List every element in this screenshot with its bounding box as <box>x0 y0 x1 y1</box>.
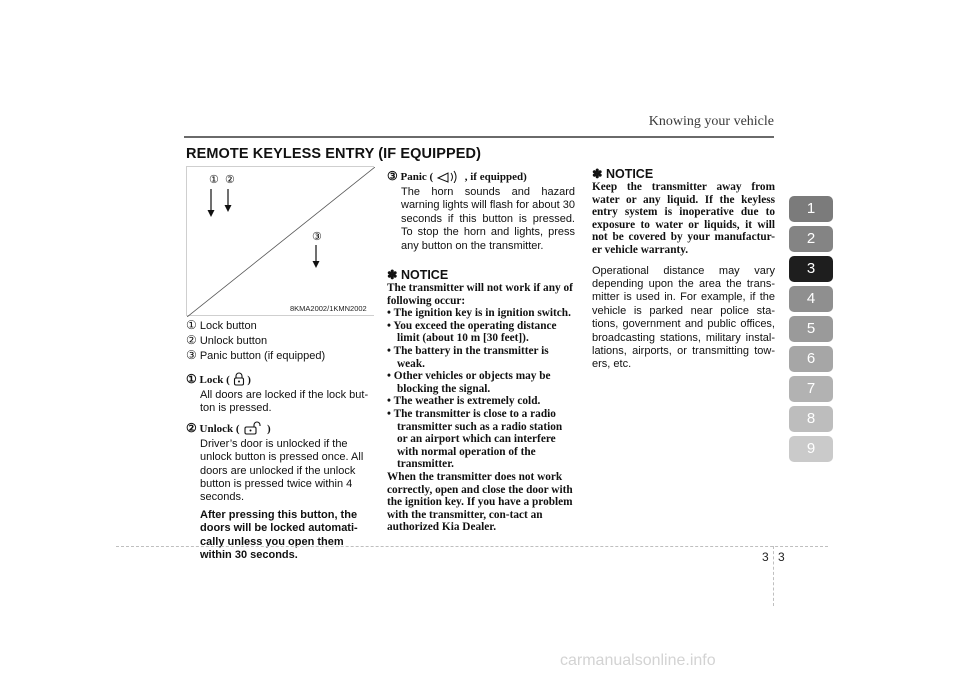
unlock-icon <box>242 421 264 438</box>
chapter-tab-9[interactable]: 9 <box>789 436 833 462</box>
chapter-number: 3 <box>762 550 769 564</box>
chapter-tab-6[interactable]: 6 <box>789 346 833 372</box>
chapter-tab-7[interactable]: 7 <box>789 376 833 402</box>
list-item: • The battery in the transmitter is weak. <box>387 345 549 370</box>
horn-icon <box>436 169 462 186</box>
chapter-tab-8[interactable]: 8 <box>789 406 833 432</box>
lock-description: All doors are locked if the lock but-ton is pressed. <box>200 389 369 415</box>
notice-body-text: Operational distance may vary depending upon the area the trans-mitter is used in. For example, if the vehicle is parked near police sta-tions, government and public offices, broadcasting stations, military instal-lations, airports, or transmitting tow-ers, etc. <box>592 264 775 371</box>
chapter-tab-3[interactable]: 3 <box>789 256 833 282</box>
panic-heading: ③ Panic ( , if equipped) <box>387 169 575 186</box>
unlock-warning: After pressing this button, the doors will be locked automati-cally unless you open them within 30 seconds. <box>200 508 358 562</box>
callout-arrow-1 <box>208 189 215 217</box>
panic-description: The horn sounds and hazard warning lights will flash for about 30 seconds if this button is pressed. To stop the horn and lights, press any button on the transmitter. <box>401 186 575 252</box>
callout-3: ③ <box>312 231 322 243</box>
list-item: • The ignition key is in ignition switch. <box>387 307 571 320</box>
callout-arrow-2 <box>225 189 232 212</box>
chapter-tabs <box>789 196 833 466</box>
list-item: • The weather is extremely cold. <box>387 395 541 408</box>
list-item: • The transmitter is close to a radio transmitter such as a radio station or an airport which can interfere with normal operation of the transmitter. <box>387 407 563 471</box>
chapter-tab-4[interactable]: 4 <box>789 286 833 312</box>
lock-heading: ① Lock ( ) <box>186 372 374 389</box>
page-number: 3 <box>778 550 785 564</box>
unlock-heading: ② Unlock ( ) <box>186 421 374 438</box>
footer-divider <box>773 546 774 606</box>
callout-2: ② <box>225 174 235 186</box>
footer-rule <box>116 546 828 547</box>
notice-intro: The transmitter will not work if any of following occur: <box>387 282 573 307</box>
transmitter-figure <box>186 166 374 316</box>
notice-bullets <box>387 307 575 471</box>
notice-bold-text: Keep the transmitter away from water or any liquid. If the keyless entry system is inoperative due to exposure to water or liquids, it will not be covered by your manufactur-er vehicle warranty. <box>592 181 775 256</box>
callout-1: ① <box>209 174 219 186</box>
list-item: • You exceed the operating distance limit (about 10 m [30 feet]). <box>387 319 557 345</box>
list-item: • Other vehicles or objects may be blocking the signal. <box>387 370 551 395</box>
chapter-tab-2[interactable]: 2 <box>789 226 833 252</box>
section-title: REMOTE KEYLESS ENTRY (IF EQUIPPED) <box>186 146 482 162</box>
figure-illustration <box>187 167 375 317</box>
chapter-tab-1[interactable]: 1 <box>789 196 833 222</box>
header-title: Knowing your vehicle <box>648 114 774 129</box>
list-item: ② Unlock button <box>186 333 268 347</box>
callout-arrow-3 <box>313 245 320 268</box>
button-list <box>186 318 325 363</box>
unlock-description: Driver’s door is unlocked if the unlock button is pressed once. All doors are unlocked if the unlock button is pressed twice within 4 seconds. <box>200 437 364 504</box>
chapter-tab-5[interactable]: 5 <box>789 316 833 342</box>
figure-diagonal <box>187 167 375 317</box>
header-rule <box>184 136 774 138</box>
list-item: ① Lock button <box>186 318 257 332</box>
figure-caption: 8KMA2002/1KMN2002 <box>290 304 367 313</box>
column-1 <box>186 372 374 562</box>
list-item: ③ Panic button (if equipped) <box>186 348 326 362</box>
notice-title: ✽ NOTICE <box>387 268 449 283</box>
watermark-text: carmanualsonline.info <box>560 652 716 669</box>
lock-icon <box>233 372 245 389</box>
notice-title-2: ✽ NOTICE <box>592 167 654 181</box>
notice-outro: When the transmitter does not work correctly, open and close the door with the ignition key. If you have a problem with the transmitter, con-tact an authorized Kia Dealer. <box>387 470 573 534</box>
column-3 <box>592 166 775 372</box>
column-2 <box>387 169 575 534</box>
